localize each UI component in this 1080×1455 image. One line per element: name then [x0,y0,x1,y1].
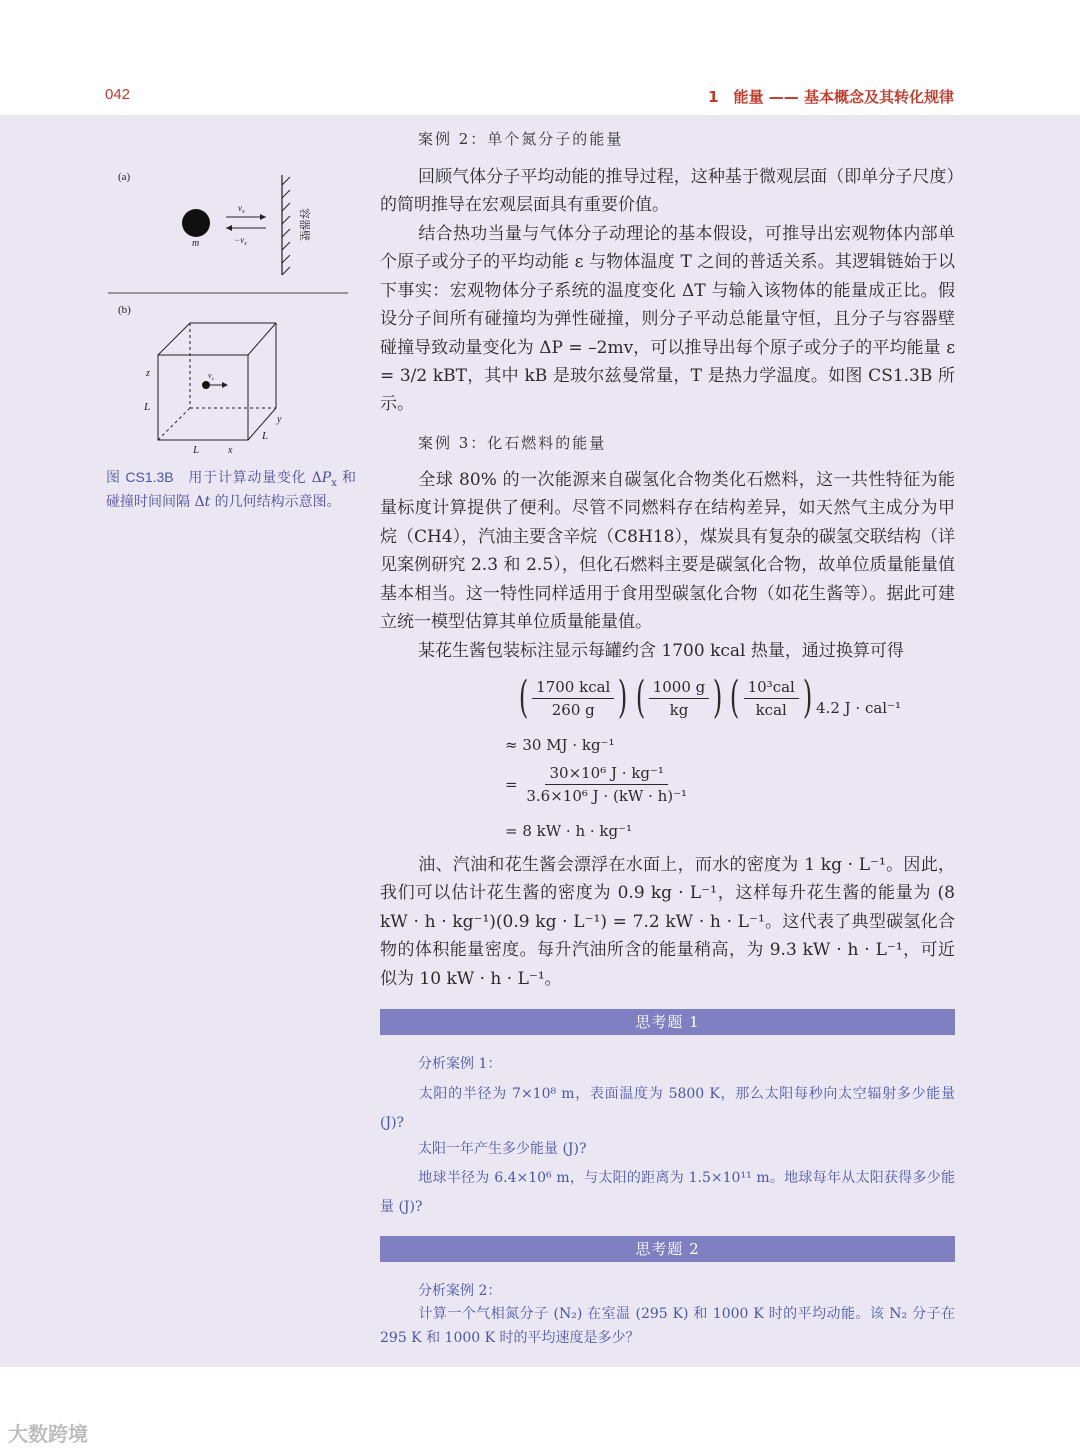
molecule-ball [182,209,210,237]
figure-label-b: (b) [118,304,131,316]
eq-f1-num: 1700 kcal [532,678,614,699]
question1-title: 思考题 1 [380,1009,955,1035]
caption-text-1: 用于计算动量变化 [187,470,307,486]
svg-text:vx: $v_x$ [208,371,214,382]
axis-l-left: L [144,401,151,413]
case3-paragraph-2: 某花生酱包装标注显示每罐约含 1700 kcal 热量，通过换算可得 [418,641,904,661]
axis-z-label: z [146,368,150,379]
case2-paragraph-2: 结合热功当量与气体分子动理论的基本假设，可推导出宏观物体内部单个原子或分子的平均动能 ε 与物体温度 T 之间的普适关系。其逻辑链始于以下事实：宏观物体分子系统的温度变化 ΔT 与输入该物体的能量成正比。假设分子间所有碰撞均为弹性碰撞，则分子平动总能量守恒，且分子与容器壁碰撞导致动量变化为 ΔP = –2mv，可以推导出每个原子或分子的平均能量 ε = 3/2 kBT，其中 kB 是玻尔兹曼常量，T 是热力学温度。如图 CS1.3B 所示。 [380,224,955,415]
axis-x-label: x [228,445,233,456]
equation-line-3: = $\frac{\text{30×10⁶ J · kg⁻¹}}{\text{3.6×10⁶ J · (kW · h)⁻¹}}$ [505,764,691,805]
figure-cs1-3b [108,160,353,460]
wall-label: 容器壁 [298,208,311,241]
equation-line-1: ( $\frac{\text{1700 kcal}}{260 g}$ ) ( $\frac{1000 g}{kg}$ ) ( $\frac{\text{10³cal}}{\text{kcal}}$ ) 4.2 J · cal⁻¹ [518,672,902,723]
neg-vx-label: −v [234,235,245,245]
figure-caption: 图 CS1.3B 用于计算动量变化 $\Delta P_x$ 和碰撞时间间隔 Δt 的几何结构示意图。 [106,469,357,510]
footer-band [0,1367,1080,1455]
eq-f2-den: kg [669,700,689,719]
axis-y-label: y [277,414,282,425]
eq-line3-den: 3.6×10⁶ J · (kW · h)⁻¹ [526,787,688,805]
eq-f1-den: 260 g [551,700,595,719]
case3-paragraph-3: 油、汽油和花生酱会漂浮在水面上，而水的密度为 1 kg · L⁻¹。因此，我们可以估计花生酱的密度为 0.9 kg · L⁻¹，这样每升花生酱的能量为 (8 kW · h · kg⁻¹)(0.9 kg · L⁻¹) = 7.2 kW · h · L⁻¹。这代表了典型碳氢化合物的体积能量密度。每升汽油所含的能量稍高，为 9.3 kW · h · L⁻¹，可近似为 10 kW · h · L⁻¹。 [380,855,955,989]
page-number: 042 [105,86,131,103]
molecule-in-cube [202,381,210,389]
question2-q1: 计算一个气相氮分子 (N₂) 在室温 (295 K) 和 1000 K 时的平均动能。该 N₂ 分子在 295 K 和 1000 K 时的平均速度是多少？ [380,1306,955,1346]
svg-text:−vx: $-v_x$ [234,235,247,247]
question1-q3: 地球半径为 6.4×10⁶ m，与太阳的距离为 1.5×10¹¹ m。地球每年从太阳获得多少能量 (J)? [380,1170,955,1215]
caption-text-2: 和碰撞时间间隔 [106,470,357,510]
cube [158,323,276,440]
figure-label-a: (a) [118,171,131,183]
equation-line-4: = 8 kW · h · kg⁻¹ [505,822,633,840]
running-title: 1 能量 —— 基本概念及其转化规律 [708,88,954,106]
page-header [0,0,1080,115]
watermark-logo: 大数跨境 [8,1422,88,1446]
question1-intro: 分析案例 1： [418,1056,502,1072]
case2-paragraph-1: 回顾气体分子平均动能的推导过程，这种基于微观层面（即单分子尺度）的简明推导在宏观层面具有重要价值。 [380,167,955,216]
eq-f3-den: kcal [755,700,787,719]
eq-f3-num: 10³cal [744,678,799,699]
caption-text-3: 的几何结构示意图。 [214,494,341,510]
question1-q1: 太阳的半径为 7×10⁸ m，表面温度为 5800 K，那么太阳每秒向太空辐射多少能量 (J)? [380,1086,955,1131]
case2-heading: 案例 2：单个氮分子的能量 [418,130,624,148]
vx-label: v [238,203,242,213]
question1-q2: 太阳一年产生多少能量 (J)? [418,1141,587,1157]
case3-paragraph-1: 全球 80% 的一次能源来自碳氢化合物类化石燃料，这一共性特征为能量标度计算提供了便利。尽管不同燃料存在结构差异，如天然气主成分为甲烷（CH4），汽油主要含辛烷（C8H18），煤炭具有复杂的碳氢交联结构（详见案例研究 2.3 和 2.5），但化石燃料主要是碳氢化合物，故单位质量能量值基本相当。这一特性同样适用于食用型碳氢化合物（如花生酱等）。据此可建立统一模型估算其单位质量能量值。 [380,470,955,633]
case3-heading: 案例 3：化石燃料的能量 [418,434,607,452]
axis-l-bottom: L [193,444,200,456]
caption-label: 图 CS1.3B [106,469,174,485]
svg-text:vx: $v_x$ [238,203,245,215]
mass-label: m [192,238,200,249]
eq-line3-num: 30×10⁶ J · kg⁻¹ [545,764,667,785]
equation-line-2: ≈ 30 MJ · kg⁻¹ [505,736,615,754]
axis-l-right: L [262,430,269,442]
eq-f2-num: 1000 g [649,678,710,699]
question2-title: 思考题 2 [380,1236,955,1262]
eq-factor: 4.2 J · cal⁻¹ [816,699,902,717]
question2-intro: 分析案例 2： [418,1283,502,1299]
cube-vx-label: v [208,371,212,380]
